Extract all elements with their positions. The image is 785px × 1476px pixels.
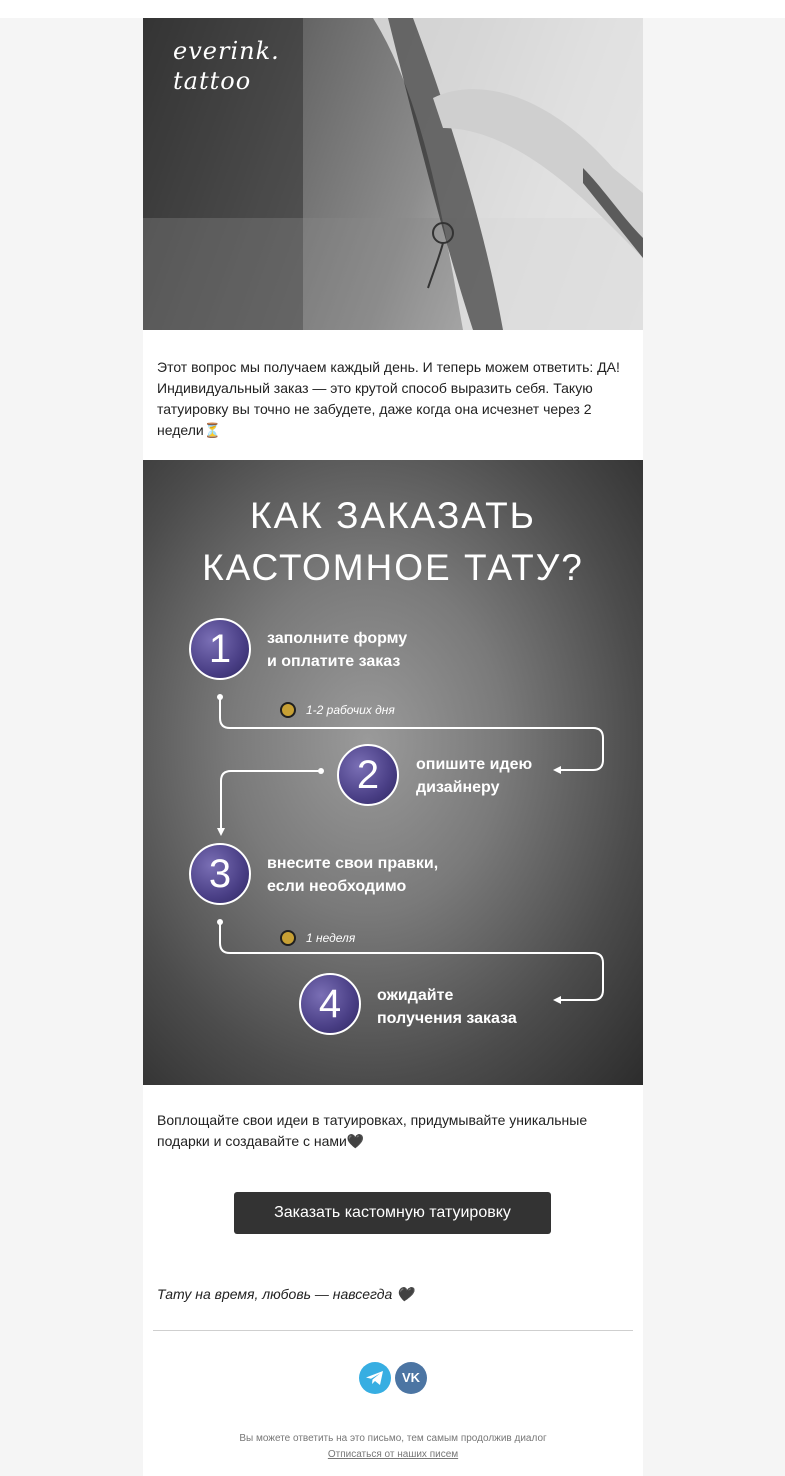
infographic-title-line1: КАК ЗАКАЗАТЬ	[250, 495, 536, 536]
step-2-line2: дизайнеру	[416, 779, 500, 796]
intro-text: Этот вопрос мы получаем каждый день. И теперь можем ответить: ДА! Индивидуальный заказ — это крутой способ выразить себя. Такую татуировку вы точно не забудете, даже когда она исчезнет через 2 недели⏳	[157, 359, 620, 438]
step-2-line1: опишите идею	[416, 756, 533, 773]
step-3-number: 3	[189, 843, 251, 905]
telegram-icon[interactable]	[359, 1362, 391, 1394]
body-text: Воплощайте свои идеи в татуировках, придумывайте уникальные подарки и создавайте с нами🖤	[157, 1112, 588, 1149]
order-custom-tattoo-button[interactable]: Заказать кастомную татуировку	[234, 1192, 551, 1234]
vk-label: VK	[401, 1370, 421, 1385]
timer-2: 1 неделя	[306, 931, 356, 945]
step-2-text	[416, 753, 636, 799]
brand-logo	[173, 36, 280, 96]
divider	[153, 1330, 633, 1331]
infographic-title-line2: КАСТОМНОЕ ТАТУ?	[202, 547, 584, 588]
how-to-order-infographic	[143, 460, 643, 1085]
step-4-line2: получения заказа	[377, 1010, 517, 1027]
step-3-line2: если необходимо	[267, 878, 407, 895]
infographic-title	[143, 490, 643, 594]
step-1-line1: заполните форму	[267, 630, 408, 647]
step-2-number: 2	[337, 744, 399, 806]
vk-icon[interactable]	[395, 1362, 427, 1394]
step-3-text	[267, 852, 487, 898]
top-bar	[0, 0, 785, 18]
step-3-line1: внесите свои правки,	[267, 855, 439, 872]
step-4-text	[377, 984, 597, 1030]
email-body	[143, 18, 643, 1476]
brand-logo-line1: everink.	[173, 37, 280, 65]
step-1-number: 1	[189, 618, 251, 680]
timer-1: 1-2 рабочих дня	[306, 703, 395, 717]
reply-note: Вы можете ответить на это письмо, тем самым продолжив диалог	[239, 1433, 547, 1444]
clock-icon	[280, 930, 296, 946]
tagline: Тату на время, любовь — навсегда 🖤	[157, 1286, 414, 1302]
brand-logo-line2: tattoo	[173, 67, 252, 95]
step-1-text	[267, 627, 487, 673]
step-1-line2: и оплатите заказ	[267, 653, 401, 670]
unsubscribe-link[interactable]: Отписаться от наших писем	[327, 1449, 459, 1460]
clock-icon	[280, 702, 296, 718]
step-4-number: 4	[299, 973, 361, 1035]
hero-photo	[143, 18, 643, 330]
step-4-line1: ожидайте	[377, 987, 454, 1004]
